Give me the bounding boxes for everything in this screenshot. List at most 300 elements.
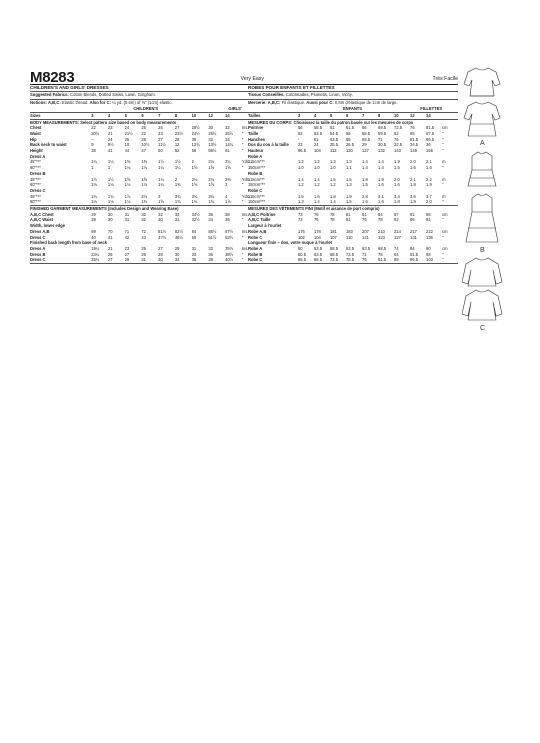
size-cell: 10: [192, 112, 209, 119]
value-cell: 1⅛: [141, 165, 148, 171]
value-cell: 91: [426, 217, 431, 223]
value-cell: 1.6: [394, 182, 400, 188]
row-label: Hanches: [248, 136, 266, 142]
row-label: Height: [30, 148, 43, 154]
value-cell: 1¾: [91, 193, 97, 199]
value-cell: 33: [208, 245, 213, 251]
row-label: Poitrine: [248, 125, 264, 131]
value-cell: 70: [107, 228, 113, 234]
value-cell: 32: [225, 125, 230, 131]
value-cell: 87: [394, 211, 399, 217]
value-cell: 107: [330, 234, 337, 240]
value-cell: 33: [174, 211, 180, 217]
value-cell: 1.5: [346, 199, 362, 205]
value-cell: 1.3: [346, 159, 352, 165]
row-label: Dress A,B: [30, 228, 50, 234]
value-cell: 47½: [158, 234, 167, 240]
value-cell: 1.5: [330, 176, 336, 182]
row-label: 150cm***: [248, 199, 298, 205]
value-cell: 36: [225, 217, 230, 223]
value-cell: 24: [314, 142, 319, 148]
row-label: Chest: [30, 125, 42, 131]
value-cell: 78: [330, 211, 335, 217]
value-cell: 28: [174, 136, 180, 142]
value-cell: 217: [410, 228, 417, 234]
value-cell: 132: [378, 148, 385, 154]
value-cell: 84: [394, 251, 399, 257]
unit-cell: Ins.: [241, 125, 249, 131]
value-cell: 29: [362, 142, 367, 148]
value-cell: 103: [426, 257, 442, 263]
unit-cell: m: [442, 159, 446, 165]
value-cell: 71: [362, 251, 367, 257]
unit-cell: Yds.: [241, 159, 251, 165]
row-label: 150cm***: [248, 182, 266, 188]
value-cell: 1⅝: [158, 199, 175, 205]
value-cell: 1.4: [314, 199, 330, 205]
value-cell: 36: [426, 142, 431, 148]
value-cell: 25: [124, 136, 130, 142]
value-cell: 1.4: [330, 199, 346, 205]
value-cell: 2.0: [426, 199, 442, 205]
value-cell: 29: [174, 245, 180, 251]
value-cell: 1.9: [378, 176, 384, 182]
french-column: [248, 70, 458, 264]
value-cell: 1.2: [314, 182, 320, 188]
unit-cell: ": [442, 182, 444, 188]
value-cell: 1.4: [378, 165, 384, 171]
value-cell: 1.5: [394, 165, 400, 171]
row-label: Robe C: [248, 234, 263, 240]
sizes-label-fr: Tailles: [248, 112, 298, 119]
value-cell: 19¼: [91, 245, 100, 251]
value-cell: 1¾: [107, 193, 114, 199]
section-heading: MESURES DES VÊTEMENTS FINI (Motif et aisance de port compris): [248, 206, 380, 212]
value-cell: 1.4: [314, 176, 320, 182]
value-cell: 1.0: [298, 165, 304, 171]
value-cell: 76: [362, 257, 378, 263]
row-label: 60"***: [30, 165, 41, 171]
value-cell: 47: [141, 148, 146, 154]
value-cell: 65: [410, 130, 415, 136]
value-cell: 33: [191, 251, 197, 257]
value-cell: 1⅜: [141, 199, 158, 205]
value-cell: 32: [175, 257, 192, 263]
value-cell: 1⅛: [124, 165, 131, 171]
value-cell: 74: [394, 245, 399, 251]
value-cell: 68.5: [378, 125, 387, 131]
value-cell: 11½: [158, 142, 166, 148]
row-label: Dress C: [30, 234, 46, 240]
value-cell: 1.8: [330, 193, 336, 199]
view-c-label: C: [480, 325, 486, 332]
notions-text2-en: ¼ yd. (0.6m) of ⅜" (1cm) elastic.: [112, 99, 173, 105]
view-b-sketch-1: [468, 152, 496, 186]
value-cell: --: [91, 136, 94, 142]
unit-cell: ": [241, 136, 244, 142]
value-cell: 1½: [174, 159, 181, 165]
row-label: 150cm***: [248, 165, 266, 171]
value-cell: 32½: [191, 217, 200, 223]
value-cell: 50: [158, 148, 163, 154]
value-cell: 28½: [191, 125, 200, 131]
value-cell: 1.2: [298, 159, 304, 165]
value-cell: 51½: [208, 234, 217, 240]
value-cell: 210: [378, 228, 385, 234]
value-cell: 1.9: [410, 199, 426, 205]
value-cell: 50: [191, 234, 197, 240]
header-en: [30, 69, 264, 86]
value-cell: 1½: [107, 176, 114, 182]
value-cell: 1¾: [158, 176, 164, 182]
fabrics-label-fr: Tissus Conseillés:: [248, 92, 285, 98]
value-cell: 24½: [191, 130, 200, 136]
notions-label-en: Notions: A,B,C:: [30, 99, 61, 105]
unit-cell: ": [241, 165, 244, 171]
value-cell: 1⅝: [191, 165, 198, 171]
value-cell: 67.5: [426, 130, 435, 136]
value-cell: 36: [208, 211, 213, 217]
value-cell: 73: [298, 211, 303, 217]
value-cell: 28: [158, 251, 163, 257]
value-cell: 127: [394, 234, 401, 240]
difficulty-en: Very Easy: [240, 76, 264, 82]
value-cell: 2.0: [410, 159, 416, 165]
value-cell: 53½: [225, 234, 234, 240]
value-cell: 1.6: [378, 182, 384, 188]
value-cell: 72: [141, 228, 146, 234]
unit-cell: ": [241, 130, 244, 136]
value-cell: 34½: [191, 211, 200, 217]
value-cell: 52: [298, 130, 303, 136]
value-cell: 112: [330, 148, 337, 154]
value-cell: 26: [158, 125, 163, 131]
value-cell: 1.8: [410, 182, 416, 188]
row-label: Dress C: [30, 257, 91, 263]
size-cell: 10: [394, 112, 410, 119]
value-cell: 76: [378, 251, 383, 257]
view-a-label: A: [480, 140, 485, 147]
value-cell: 121: [362, 234, 369, 240]
value-cell: 35: [192, 257, 209, 263]
value-cell: 102: [298, 234, 305, 240]
value-cell: 1.6: [426, 165, 432, 171]
value-cell: 69: [91, 228, 96, 234]
row-label: Hauteur: [248, 148, 264, 154]
title-fr: ROBES POUR ENFANTS ET FILLETTES: [248, 85, 335, 90]
value-cell: 2: [174, 176, 178, 182]
value-cell: 176: [298, 228, 305, 234]
value-cell: 81: [362, 211, 367, 217]
value-cell: 10½: [141, 142, 150, 148]
value-cell: 1⅛: [124, 182, 131, 188]
row-label: Dress A: [30, 245, 46, 251]
value-cell: 3.1: [378, 193, 384, 199]
value-cell: 1⅛: [91, 199, 108, 205]
value-cell: 3¾: [191, 193, 198, 199]
size-cell: 6: [346, 112, 362, 119]
value-cell: 1⅝: [141, 176, 148, 182]
unit-cell: ": [442, 136, 444, 142]
unit-cell: ": [442, 251, 444, 257]
row-label: 45"***: [30, 176, 41, 182]
table-row: [30, 257, 264, 263]
value-cell: 3¾: [208, 193, 215, 199]
value-cell: 3¾: [174, 193, 181, 199]
title-en: CHILDREN'S AND GIRLS' DRESSES: [30, 85, 109, 90]
garment-views: [456, 62, 508, 337]
value-cell: 24: [107, 136, 113, 142]
section-heading: Robe B: [248, 170, 263, 176]
value-cell: 1.0: [314, 165, 320, 171]
value-cell: 76: [362, 217, 367, 223]
unit-cell: Yds.: [241, 176, 251, 182]
unit-cell: Ins.: [241, 245, 249, 251]
value-cell: 60.5: [298, 251, 306, 257]
value-cell: 61: [314, 136, 319, 142]
section-heading: Largeur à l'ourlet: [248, 223, 282, 229]
unit-cell: ": [241, 182, 244, 188]
row-label: 60"***: [30, 199, 91, 205]
unit-cell: ": [442, 234, 444, 240]
row-label: 60"***: [30, 182, 41, 188]
value-cell: 110: [346, 234, 353, 240]
value-cell: 81: [346, 217, 351, 223]
value-cell: 34: [225, 136, 230, 142]
view-b-sketch-2: [466, 194, 498, 242]
value-cell: 1⅝: [124, 176, 131, 182]
section-heading: MESURES DU CORPS: Choisissez la taille du patron basée sur les mesures de corps: [248, 119, 414, 125]
value-cell: 1¼: [158, 182, 164, 188]
group-children-en: CHILDREN'S: [91, 106, 158, 112]
value-cell: 222: [426, 228, 433, 234]
unit-cell: ": [242, 199, 264, 205]
value-cell: 27: [108, 257, 125, 263]
value-cell: 23: [298, 142, 303, 148]
value-cell: 155: [426, 148, 433, 154]
value-cell: 22: [141, 130, 146, 136]
row-label: A,B,C Poitrine: [248, 211, 276, 217]
value-cell: 73: [298, 217, 303, 223]
row-label: A,B,C Waist: [30, 217, 54, 223]
section-heading: Robe C: [248, 187, 263, 193]
unit-cell: Yds.: [241, 193, 251, 199]
value-cell: 1¼: [158, 165, 164, 171]
value-cell: 63.5: [346, 245, 354, 251]
value-cell: 31: [174, 217, 180, 223]
view-b-label: B: [480, 247, 485, 254]
value-cell: 1: [91, 165, 94, 171]
value-cell: 58.5: [362, 130, 371, 136]
difficulty-fr: Très Facile: [432, 76, 458, 82]
value-cell: 9½: [107, 142, 114, 148]
value-cell: 25: [107, 251, 113, 257]
value-cell: 1.5: [298, 193, 304, 199]
size-cell: 12: [410, 112, 426, 119]
value-cell: 123: [378, 234, 385, 240]
value-cell: 1⅝: [225, 165, 231, 171]
value-cell: 2⅛: [208, 159, 215, 165]
view-c-sketch-1: [462, 258, 502, 286]
value-cell: 1.1: [346, 165, 352, 171]
value-cell: 61.5: [346, 125, 354, 131]
value-cell: 1.5: [346, 176, 352, 182]
unit-cell: ": [442, 199, 458, 205]
value-cell: 1¾: [208, 199, 225, 205]
value-cell: 1.9: [346, 193, 352, 199]
value-cell: 73.5: [330, 257, 346, 263]
section-heading: BODY MEASUREMENTS: Select pattern size based on body measurements: [30, 119, 177, 125]
value-cell: 62: [394, 130, 399, 136]
value-cell: 3: [158, 193, 161, 199]
value-cell: 1¼: [107, 159, 114, 165]
value-cell: 86: [410, 217, 415, 223]
value-cell: 136: [426, 234, 433, 240]
section-heading: Robe A: [248, 153, 263, 159]
value-cell: 36: [208, 251, 213, 257]
value-cell: 1⅜: [124, 159, 131, 165]
group-children-fr: ENFANTS: [298, 106, 362, 112]
value-cell: 89: [394, 257, 410, 263]
row-label: 115cm***: [248, 159, 265, 165]
value-cell: 76: [394, 136, 399, 142]
value-cell: 38: [91, 148, 96, 154]
unit-cell: cm: [442, 245, 448, 251]
row-label: 115cm***: [248, 176, 265, 182]
measurement-table-en: [30, 106, 264, 264]
sizes-row-fr: [248, 112, 458, 119]
value-cell: 1½: [91, 176, 97, 182]
size-cell: 3: [91, 112, 108, 119]
view-c-sketch-2: [462, 290, 502, 320]
value-cell: 71: [378, 136, 383, 142]
value-cell: 56: [346, 130, 351, 136]
value-cell: 149: [410, 148, 417, 154]
size-cell: 4: [108, 112, 125, 119]
section-heading: Dress B: [30, 170, 46, 176]
value-cell: 1⅜: [174, 182, 181, 188]
value-cell: 1⅝: [191, 182, 198, 188]
value-cell: 1.9: [394, 159, 400, 165]
value-cell: 127: [362, 148, 369, 154]
value-cell: 41: [107, 148, 113, 154]
row-label: Dress B: [30, 251, 46, 257]
value-cell: 23¼: [91, 251, 100, 257]
value-cell: 35½: [225, 245, 234, 251]
table-body-en: [30, 106, 264, 263]
value-cell: 183: [346, 228, 353, 234]
value-cell: 3.6: [410, 193, 416, 199]
row-label: 45"***: [30, 159, 41, 165]
value-cell: 2⅛: [141, 193, 148, 199]
row-label: 45"***: [30, 193, 41, 199]
value-cell: 25.5: [330, 142, 338, 148]
value-cell: 2.0: [394, 176, 400, 182]
value-cell: 2⅛: [191, 176, 198, 182]
value-cell: 84: [191, 228, 197, 234]
garment-sketches: [456, 62, 508, 332]
value-cell: 66: [362, 125, 367, 131]
value-cell: 84: [378, 211, 383, 217]
value-cell: 43: [141, 234, 146, 240]
value-cell: 30: [107, 211, 113, 217]
value-cell: 25: [141, 245, 146, 251]
value-cell: 21½: [124, 130, 133, 136]
value-cell: 104: [314, 234, 321, 240]
value-cell: 31: [141, 257, 158, 263]
size-cell: 12: [208, 112, 225, 119]
value-cell: 29: [125, 257, 142, 263]
unit-cell: ": [442, 142, 444, 148]
view-a-sketch-1: [464, 68, 500, 96]
value-cell: 40½: [225, 257, 242, 263]
value-cell: 68.5: [330, 251, 338, 257]
value-cell: 66: [346, 136, 351, 142]
row-label: Robe A,B: [248, 228, 267, 234]
size-cell: 8: [175, 112, 192, 119]
value-cell: 22: [91, 125, 96, 131]
value-cell: 26: [141, 136, 146, 142]
size-cell: 4: [314, 112, 330, 119]
value-cell: 81: [346, 211, 351, 217]
value-cell: 78.5: [346, 257, 362, 263]
row-label: Dos du cou à la taille: [248, 142, 289, 148]
value-cell: 86.5: [426, 136, 435, 142]
value-cell: 30: [107, 217, 113, 223]
value-cell: 2¼: [225, 159, 231, 165]
value-cell: 56: [298, 125, 303, 131]
value-cell: 87½: [225, 228, 234, 234]
value-cell: 1.3: [330, 159, 336, 165]
row-label: Robe C: [248, 257, 298, 263]
section-heading: FINISHED GARMENT MEASUREMENTS (Includes Design and Wearing Ease): [30, 206, 179, 212]
section-heading: Finished back length from base of neck: [30, 240, 107, 246]
notions-text-fr: Fil élastique.: [281, 99, 306, 105]
value-cell: 32: [208, 136, 213, 142]
value-cell: 53.5: [314, 245, 322, 251]
value-cell: 1¾: [175, 199, 192, 205]
value-cell: 1⅜: [141, 159, 148, 165]
value-cell: 42: [124, 234, 130, 240]
value-cell: 2.1: [410, 176, 416, 182]
size-cell: 14: [225, 112, 242, 119]
value-cell: 82½: [174, 228, 183, 234]
value-cell: 29: [91, 217, 96, 223]
value-cell: 1⅞: [124, 193, 131, 199]
value-cell: 1.3: [346, 182, 352, 188]
value-cell: 1.4: [378, 159, 384, 165]
value-cell: 2.8: [362, 193, 368, 199]
value-cell: 54.5: [330, 130, 338, 136]
value-cell: 52: [174, 148, 180, 154]
value-cell: 59.5: [378, 130, 387, 136]
value-cell: 38: [208, 257, 225, 263]
value-cell: 82: [394, 217, 399, 223]
value-cell: 1⅛: [108, 199, 125, 205]
value-cell: 29: [141, 251, 146, 257]
value-cell: 30.5: [378, 142, 387, 148]
value-cell: 81.5: [410, 136, 419, 142]
row-label: Robe A: [248, 245, 263, 251]
value-cell: 1.4: [362, 165, 368, 171]
row-label: Back neck to waist: [30, 142, 67, 148]
value-cell: 3.7: [426, 193, 432, 199]
value-cell: 24: [124, 125, 130, 131]
value-cell: 214: [394, 228, 401, 234]
value-cell: 13½: [208, 142, 217, 148]
unit-cell: ": [442, 217, 444, 223]
size-cell: 14: [426, 112, 442, 119]
